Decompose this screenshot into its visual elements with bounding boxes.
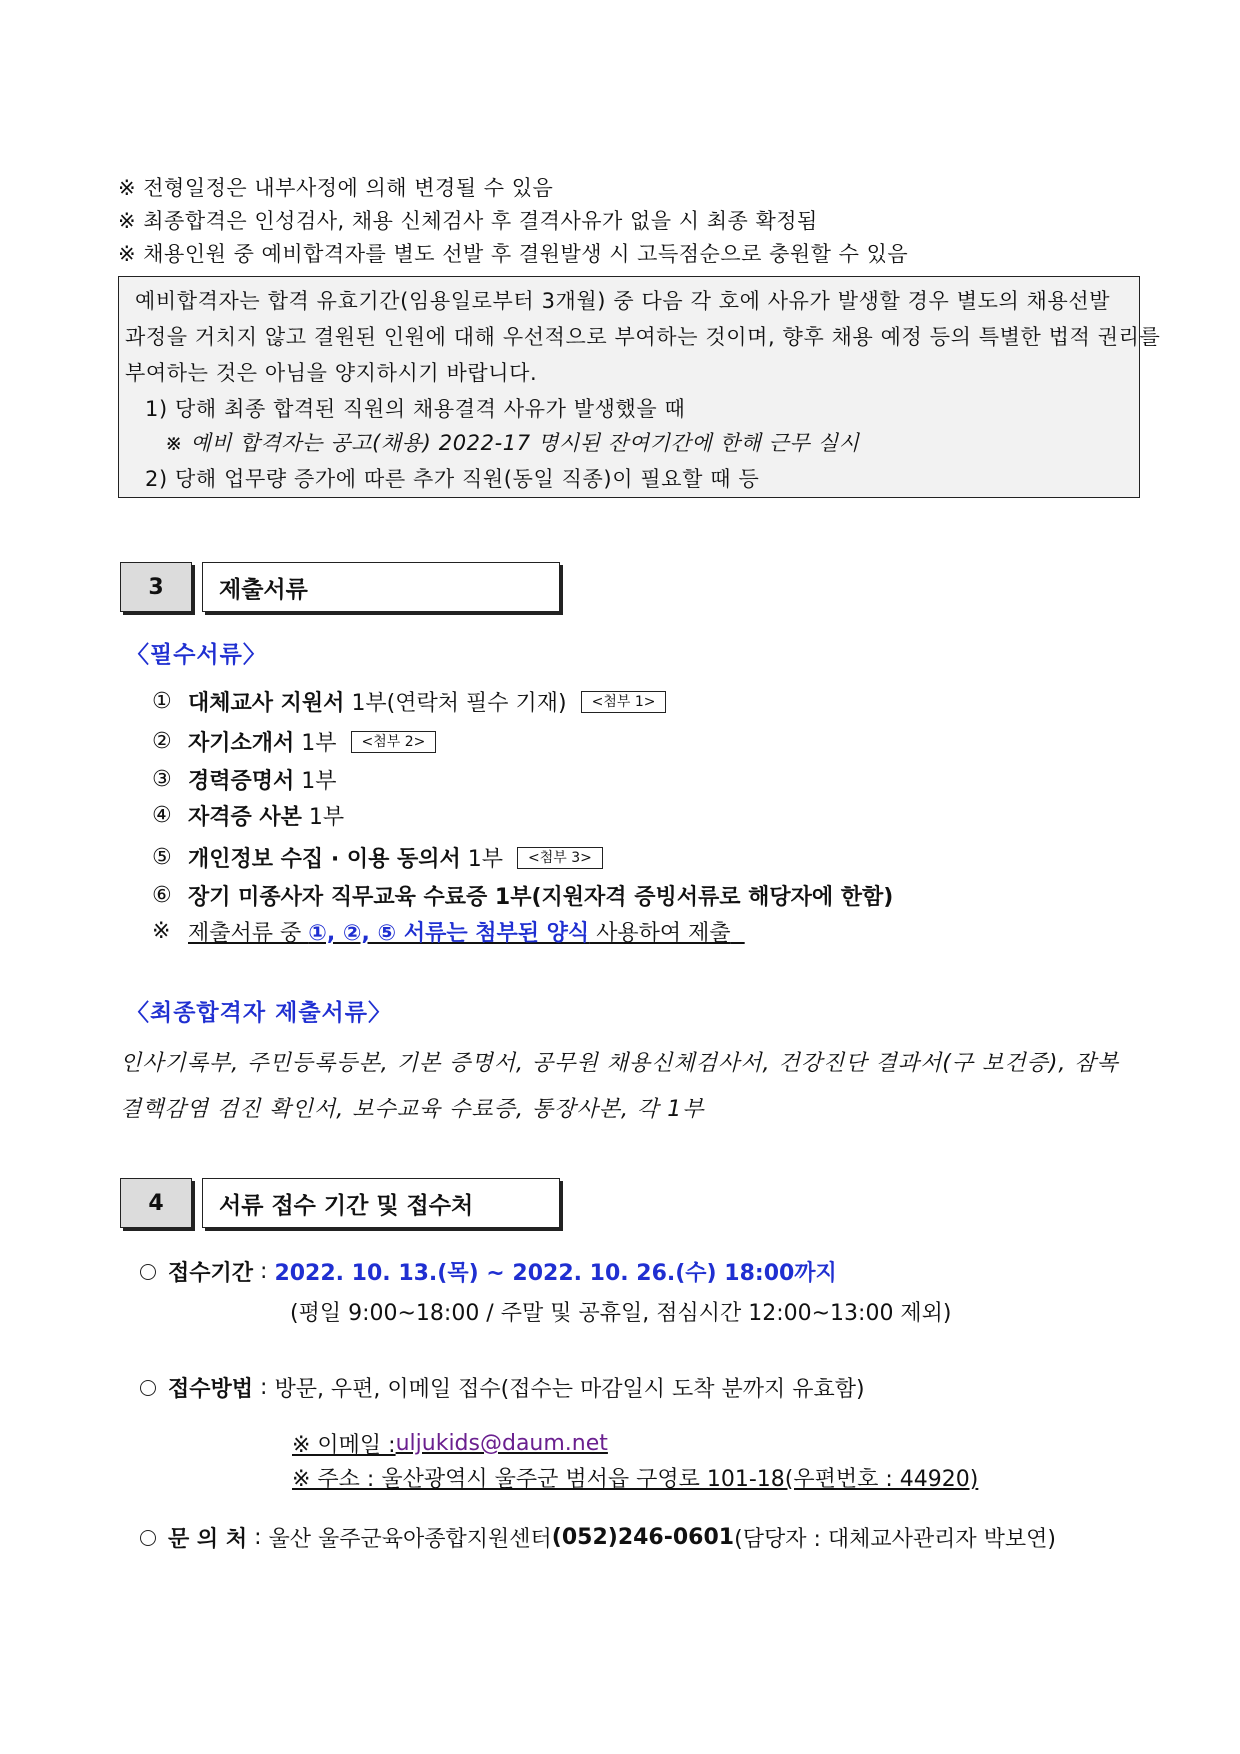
note-reserve: ※ 채용인원 중 예비합격자를 별도 선발 후 결원발생 시 고득점순으로 충원할 수 있음: [118, 242, 909, 266]
notice-item-2: 2) 당해 업무량 증가에 따른 추가 직원(동일 직종)이 필요할 때 등: [145, 467, 760, 491]
method-value: 방문, 우편, 이메일 접수(접수는 마감일시 도착 분까지 유효함): [274, 1377, 865, 1402]
item-detail: 1부: [308, 805, 345, 830]
item-detail: 1부: [467, 847, 504, 872]
section-3-number: 3: [120, 562, 192, 612]
note-final-pass: ※ 최종합격은 인성검사, 채용 신체검사 후 결격사유가 없을 시 최종 확정됨: [118, 209, 818, 233]
final-docs-line-1: 인사기록부, 주민등록등본, 기본 증명서, 공무원 채용신체검사서, 건강진단 결과서(구 보건증), 잠복: [120, 1051, 1119, 1076]
notice-line-3: 부여하는 것은 아님을 양지하시기 바랍니다.: [125, 361, 538, 385]
period-label: 접수기간: [168, 1261, 254, 1286]
required-docs-heading: 〈필수서류〉: [126, 642, 267, 668]
method-label: 접수방법: [168, 1377, 254, 1402]
notice-line-2: 과정을 거치지 않고 결원된 인원에 대해 우선적으로 부여하는 것이며, 향후 채용 예정 등의 특별한 법적 권리를: [125, 325, 1161, 349]
required-docs-footnote: [152, 916, 745, 947]
notice-item-1-note: ※ 예비 합격자는 공고(채용) 2022-17 명시된 잔여기간에 한해 근무 실시: [165, 431, 860, 455]
circle-bullet-icon: [140, 1530, 156, 1546]
required-doc-4: [152, 800, 344, 831]
section-4-number: 4: [120, 1178, 192, 1228]
item-name: 자격증 사본: [188, 805, 302, 830]
section-3-title: 제출서류: [202, 562, 560, 612]
footnote-part-a: 제출서류 중: [188, 921, 309, 946]
contact-label: 문 의 처: [168, 1527, 248, 1552]
item-number: ⑥: [152, 883, 172, 908]
attachment-tag: <첨부 1>: [581, 691, 667, 713]
footnote-text: [188, 916, 745, 947]
contact-person: (담당자 : 대체교사관리자 박보연): [734, 1527, 1056, 1552]
circle-bullet-icon: [140, 1380, 156, 1396]
item-number: ①: [152, 689, 172, 714]
reserve-notice-box: [118, 276, 1161, 498]
footnote-mark: ※: [152, 919, 171, 944]
item-detail: 1부: [301, 731, 337, 756]
item-detail: 1부(연락처 필수 기재): [351, 691, 567, 716]
item-name: 개인정보 수집 · 이용 동의서: [188, 847, 461, 872]
item-number: ⑤: [152, 845, 172, 870]
method-row: [140, 1372, 865, 1403]
required-doc-6: [152, 880, 893, 911]
item-name: 장기 미종사자 직무교육 수료증 1부(지원자격 증빙서류로 해당자에 한함): [188, 885, 894, 910]
note-schedule: ※ 전형일정은 내부사정에 의해 변경될 수 있음: [118, 176, 554, 200]
footnote-part-b: ①, ②, ⑤ 서류는 첨부된 양식: [308, 921, 590, 946]
item-number: ②: [152, 729, 172, 754]
period-row: [140, 1256, 837, 1287]
attachment-tag: <첨부 2>: [351, 731, 437, 753]
email-row: [292, 1428, 608, 1459]
address-row: ※ 주소 : 울산광역시 울주군 범서읍 구영로 101-18(우편번호 : 44920): [292, 1467, 979, 1492]
required-doc-5: [152, 842, 603, 873]
item-name: 대체교사 지원서: [188, 691, 345, 716]
colon: :: [254, 1525, 262, 1550]
section-4-title: 서류 접수 기간 및 접수처: [202, 1178, 560, 1228]
item-number: ④: [152, 803, 172, 828]
required-doc-1: [152, 686, 666, 717]
notice-item-1: 1) 당해 최종 합격된 직원의 채용결격 사유가 발생했을 때: [145, 397, 686, 421]
colon: :: [260, 1259, 268, 1284]
item-name: 자기소개서: [188, 731, 295, 756]
attachment-tag: <첨부 3>: [517, 847, 603, 869]
contact-org: 울산 울주군육아종합지원센터: [268, 1527, 552, 1552]
required-doc-2: [152, 726, 436, 757]
contact-phone: (052)246-0601: [551, 1525, 735, 1550]
colon: :: [260, 1375, 268, 1400]
final-docs-heading: 〈최종합격자 제출서류〉: [126, 1000, 392, 1026]
email-link[interactable]: uljukids@daum.net: [395, 1431, 608, 1456]
item-name: 경력증명서: [188, 769, 295, 794]
circle-bullet-icon: [140, 1264, 156, 1280]
period-value: 2022. 10. 13.(목) ~ 2022. 10. 26.(수) 18:00까지: [274, 1261, 837, 1286]
final-docs-line-2: 결핵감염 검진 확인서, 보수교육 수료증, 통장사본, 각 1부: [120, 1097, 705, 1122]
notice-line-1: 예비합격자는 합격 유효기간(임용일로부터 3개월) 중 다음 각 호에 사유가 발생할 경우 별도의 채용선발: [135, 289, 1111, 313]
contact-row: [140, 1522, 1056, 1553]
period-note: (평일 9:00~18:00 / 주말 및 공휴일, 점심시간 12:00~13:00 제외): [290, 1301, 952, 1326]
required-doc-3: [152, 764, 337, 795]
email-prefix: ※ 이메일 :: [292, 1433, 396, 1458]
item-detail: 1부: [301, 769, 337, 794]
item-number: ③: [152, 767, 172, 792]
footnote-part-c: 사용하여 제출: [589, 921, 731, 946]
